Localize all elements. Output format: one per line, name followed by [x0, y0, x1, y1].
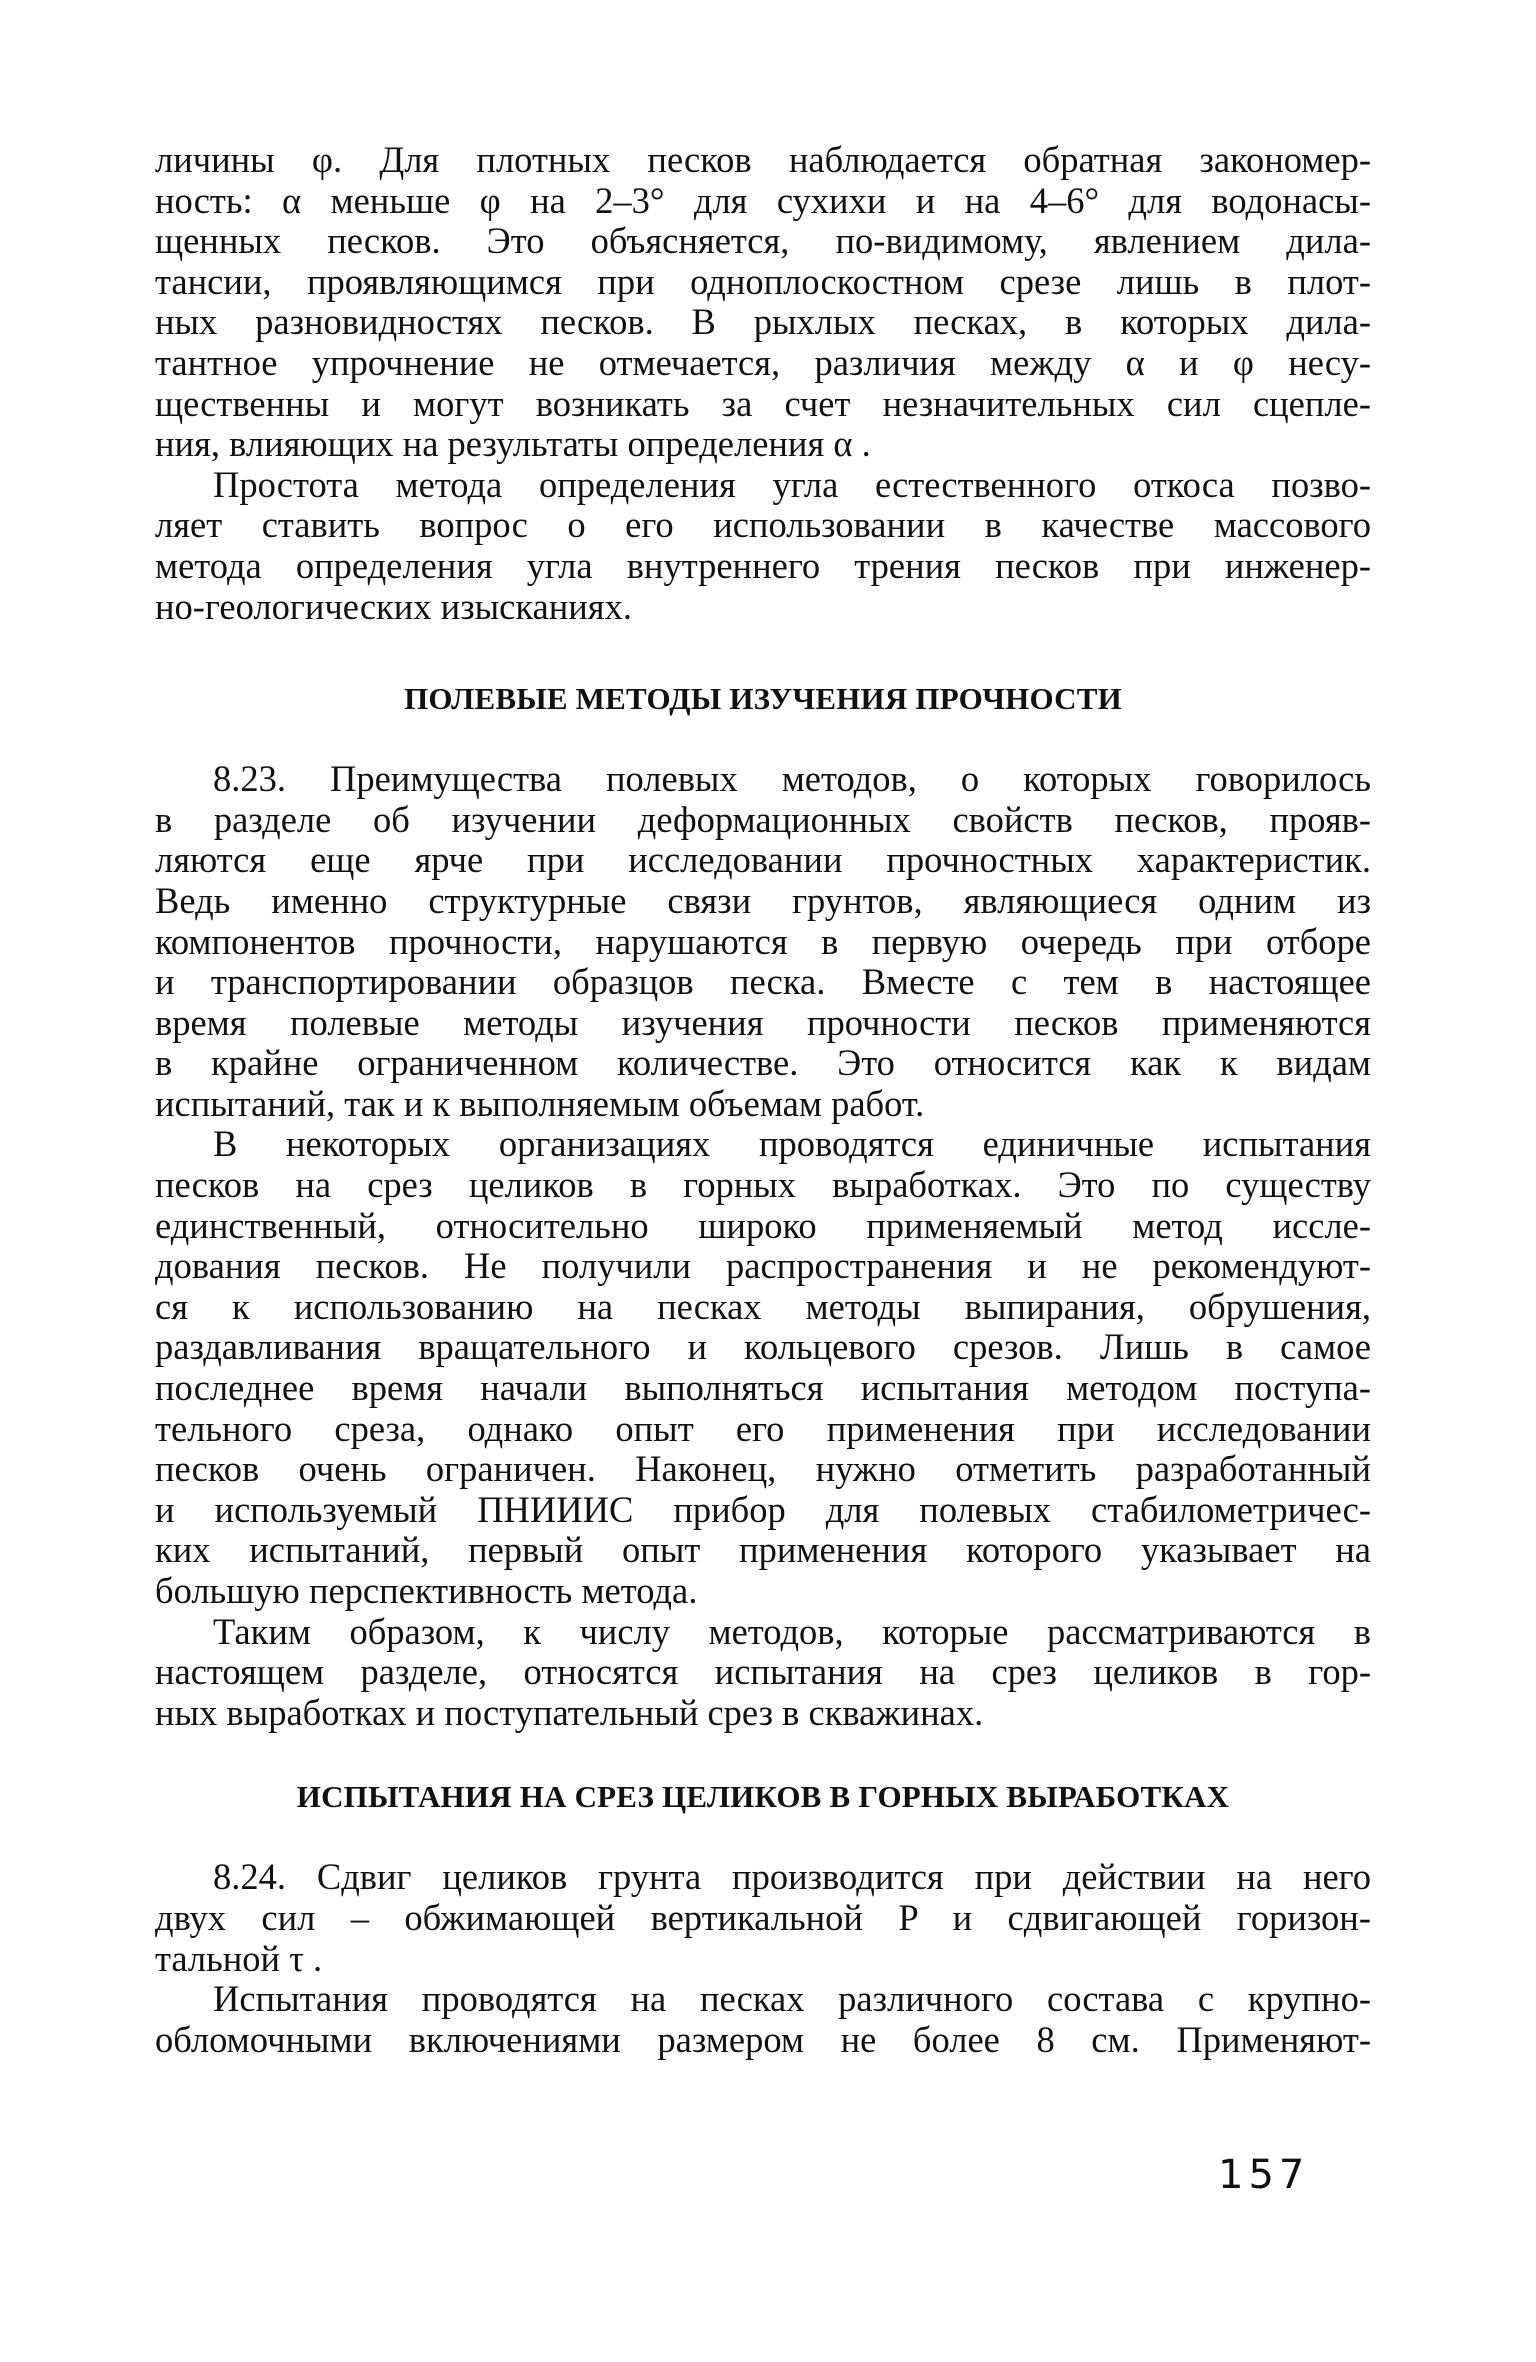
text-line: В некоторых организациях проводятся единичные испытания [213, 1123, 1371, 1165]
text-line: в разделе об изучении деформационных свойств песков, прояв- [155, 798, 1371, 840]
text-line: время полевые методы изучения прочности песков применяются [155, 1001, 1371, 1043]
text-line: двух сил – обжимающей вертикальной P и сдвигающей горизон- [155, 1896, 1371, 1938]
text-line: метода определения угла внутреннего трения песков при инженер- [155, 544, 1371, 586]
text-line: Ведь именно структурные связи грунтов, являющиеся одним из [155, 879, 1371, 921]
text-line: Испытания проводятся на песках различного состава с крупно- [213, 1978, 1371, 2020]
text-line: личины φ. Для плотных песков наблюдается обратная закономер- [155, 139, 1371, 180]
paragraph-summary [155, 1612, 1371, 1734]
text-line: ся к использованию на песках методы выпирания, обрушения, [155, 1285, 1371, 1327]
paragraph-8-24 [155, 1857, 1371, 1979]
paragraph-test-conditions [155, 1979, 1371, 2060]
page-number: 157 [1218, 2152, 1310, 2198]
text-line: и используемый ПНИИИС прибор для полевых стабилометричес- [155, 1488, 1371, 1530]
text-line: 8.23. Преимущества полевых методов, о которых говорилось [213, 758, 1371, 800]
section-heading-field-methods: ПОЛЕВЫЕ МЕТОДЫ ИЗУЧЕНИЯ ПРОЧНОСТИ [404, 681, 1122, 717]
section-heading-pillar-shear-tests: ИСПЫТАНИЯ НА СРЕЗ ЦЕЛИКОВ В ГОРНЫХ ВЫРАБОТКАХ [296, 1779, 1230, 1815]
text-line: большую перспективность метода. [155, 1570, 698, 1611]
text-line: песков на срез целиков в горных выработках. Это по существу [155, 1164, 1371, 1206]
text-line: обломочными включениями размером не более 8 см. Применяют- [155, 2018, 1371, 2060]
text-line: Таким образом, к числу методов, которые рассматриваются в [213, 1610, 1371, 1652]
text-line: 8.24. Сдвиг целиков грунта производится при действии на него [213, 1856, 1371, 1898]
text-line: дования песков. Не получили распространения и не рекомендуют- [155, 1245, 1371, 1287]
text-line: песков очень ограничен. Наконец, нужно отметить разработанный [155, 1448, 1371, 1490]
text-line: в крайне ограниченном количестве. Это относится как к видам [155, 1042, 1371, 1084]
text-line: ких испытаний, первый опыт применения которого указывает на [155, 1529, 1371, 1571]
text-line: последнее время начали выполняться испытания методом поступа- [155, 1367, 1371, 1409]
text-line: испытаний, так и к выполняемым объемам работ. [155, 1082, 925, 1124]
text-line: единственный, относительно широко применяемый метод иссле- [155, 1204, 1371, 1246]
text-line: щенных песков. Это объясняется, по-видимому, явлением дила- [155, 220, 1371, 262]
text-line: тельного среза, однако опыт его применения при исследовании [155, 1407, 1371, 1449]
paragraph-organizations [155, 1124, 1371, 1611]
text-line: но-геологических изысканиях. [155, 585, 632, 627]
text-line: ляются еще ярче при исследовании прочностных характеристик. [155, 839, 1371, 881]
text-line: раздавливания вращательного и кольцевого срезов. Лишь в самое [155, 1326, 1371, 1368]
text-line: компонентов прочности, нарушаются в первую очередь при отборе [155, 920, 1371, 962]
text-line: и транспортировании образцов песка. Вместе с тем в настоящее [155, 961, 1371, 1003]
text-line: ляет ставить вопрос о его использовании в качестве массового [155, 504, 1371, 546]
paragraph-dilatancy [155, 140, 1371, 465]
text-line: ность: α меньше φ на 2–3° для сухихи и на 4–6° для водонасы- [155, 179, 1371, 221]
text-line: настоящем разделе, относятся испытания на срез целиков в гор- [155, 1651, 1371, 1693]
text-line: Простота метода определения угла естественного откоса позво- [213, 463, 1371, 505]
text-line: тантное упрочнение не отмечается, различия между α и φ несу- [155, 341, 1371, 383]
text-line: тальной τ . [155, 1937, 323, 1979]
text-line: ных разновидностях песков. В рыхлых песках, в которых дила- [155, 301, 1371, 343]
paragraph-repose-angle-method [155, 465, 1371, 627]
text-line: щественны и могут возникать за счет незначительных сил сцепле- [155, 382, 1371, 424]
page-body [155, 140, 1371, 2060]
text-line: ных выработках и поступательный срез в скважинах. [155, 1691, 984, 1733]
text-line: ния, влияющих на результаты определения α . [155, 423, 871, 465]
paragraph-8-23 [155, 759, 1371, 1124]
text-line: тансии, проявляющимся при одноплоскостном срезе лишь в плот- [155, 260, 1371, 302]
